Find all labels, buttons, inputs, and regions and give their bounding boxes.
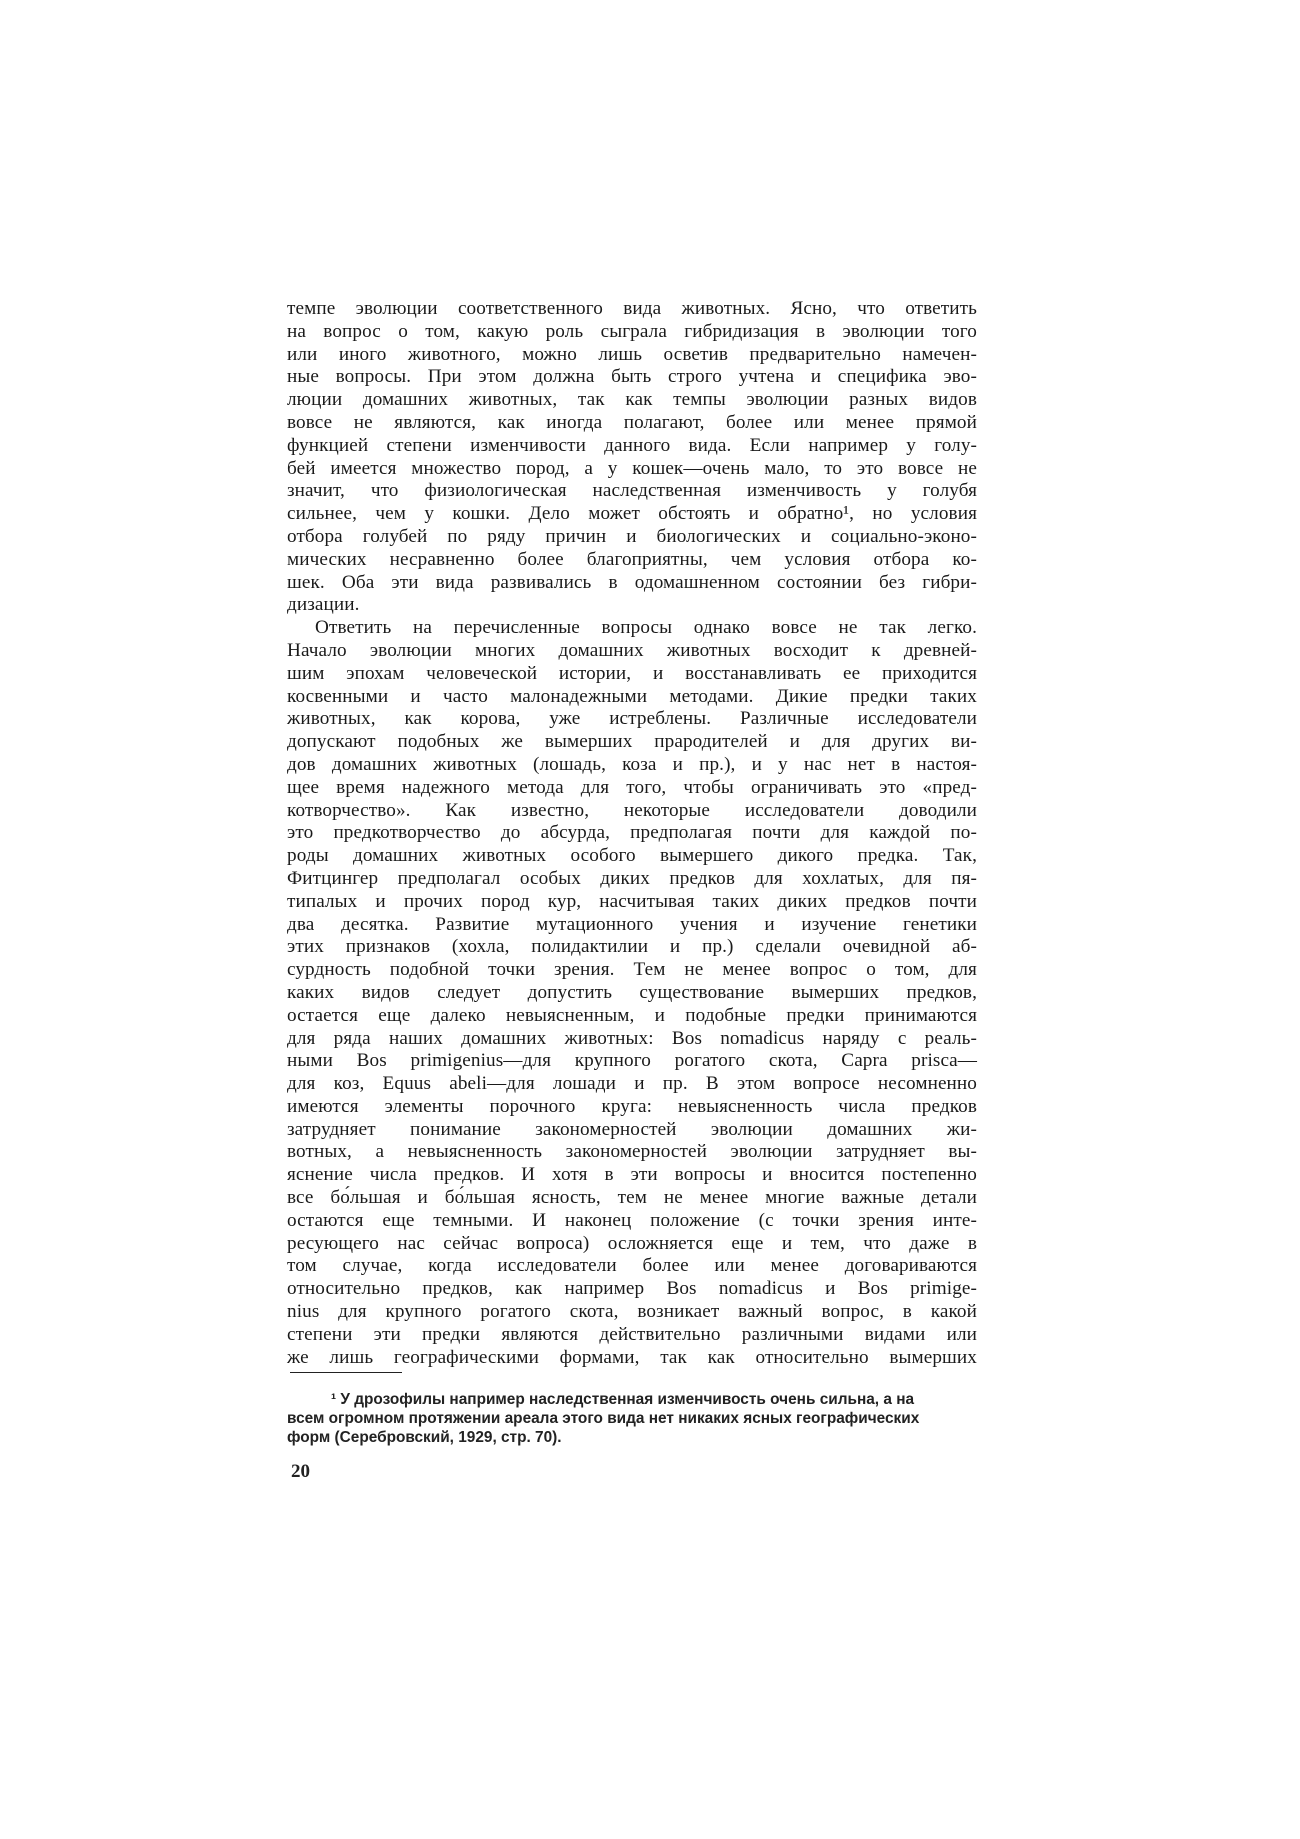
text-line: типалых и прочих пород кур, насчитывая таких диких предков почти (287, 890, 977, 912)
text-line: бей имеется множество пород, а у кошек—очень мало, то это вовсе не (287, 457, 977, 479)
text-line: сурдность подобной точки зрения. Тем не менее вопрос о том, для (287, 959, 977, 981)
text-line: или иного животного, можно лишь осветив предварительно намечен- (287, 343, 977, 365)
text-line: яснение числа предков. И хотя в эти вопросы и вносится постепенно (287, 1164, 977, 1186)
text-line: вотных, а невыясненность закономерностей эволюции затрудняет вы- (287, 1141, 977, 1163)
text-line: Фитцингер предполагал особых диких предков для хохлатых, для пя- (287, 867, 977, 889)
text-line: люции домашних животных, так как темпы эволюции разных видов (287, 389, 977, 411)
text-line: ные вопросы. При этом должна быть строго учтена и специфика эво- (287, 366, 977, 388)
footnote-line: форм (Серебровский, 1929, стр. 70). (287, 1429, 562, 1446)
text-line: отбора голубей по ряду причин и биологических и социально-эконо- (287, 525, 977, 547)
footnote-line: ¹ У дрозофилы например наследственная изменчивость очень сильна, а на (331, 1391, 915, 1408)
text-line: Ответить на перечисленные вопросы однако вовсе не так легко. (315, 617, 977, 639)
text-line: ресующего нас сейчас вопроса) осложняется еще и тем, что даже в (287, 1232, 977, 1254)
text-line: сильнее, чем у кошки. Дело может обстоять и обратно¹, но условия (287, 503, 977, 525)
text-line: темпе эволюции соответственного вида животных. Ясно, что ответить (287, 298, 977, 319)
text-line: дизации. (287, 594, 360, 616)
text-line: это предкотворчество до абсурда, предполагая почти для каждой по- (287, 822, 977, 844)
text-line: шек. Оба эти вида развивались в одомашненном состоянии без гибри- (287, 571, 977, 593)
text-line: том случае, когда исследователи более или менее договариваются (287, 1255, 977, 1277)
text-line: котворчество». Как известно, некоторые исследователи доводили (287, 799, 977, 821)
text-line: ными Bos primigenius—для крупного рогатого скота, Capra prisca— (287, 1050, 977, 1072)
text-line: все бо́льшая и бо́льшая ясность, тем не менее многие важные детали (287, 1187, 977, 1209)
main-text (287, 298, 977, 1369)
text-line: значит, что физиологическая наследственная изменчивость у голубя (287, 480, 977, 502)
text-line: этих признаков (хохла, полидактилии и пр.) сделали очевидной аб- (287, 936, 977, 958)
footnote-line: всем огромном протяжении ареала этого вида нет никаких ясных географических (287, 1410, 920, 1427)
footnote-divider (290, 1372, 402, 1373)
text-line: функцией степени изменчивости данного вида. Если например у голу- (287, 434, 977, 456)
text-line: степени эти предки являются действительно различными видами или (287, 1323, 977, 1345)
text-line: роды домашних животных особого вымершего дикого предка. Так, (287, 845, 977, 867)
text-line: животных, как корова, уже истреблены. Различные исследователи (287, 708, 977, 730)
text-line: имеются элементы порочного круга: невыясненность числа предков (287, 1095, 977, 1117)
footnote (287, 1390, 977, 1447)
text-line: относительно предков, как например Bos nomadicus и Bos primige- (287, 1278, 977, 1300)
text-line: каких видов следует допустить существование вымерших предков, (287, 981, 977, 1003)
text-line: мических несравненно более благоприятны, чем условия отбора ко- (287, 548, 977, 570)
text-line: два десятка. Развитие мутационного учения и изучение генетики (287, 913, 977, 935)
text-line: вовсе не являются, как иногда полагают, более или менее прямой (287, 411, 977, 433)
text-line: дов домашних животных (лошадь, коза и пр.), и у нас нет в настоя- (287, 753, 977, 775)
text-line: щее время надежного метода для того, чтобы ограничивать это «пред- (287, 776, 977, 798)
text-line: допускают подобных же вымерших прародителей и для других ви- (287, 731, 977, 753)
text-line: на вопрос о том, какую роль сыграла гибридизация в эволюции того (287, 320, 977, 342)
text-line: остается еще далеко невыясненным, и подобные предки принимаются (287, 1004, 977, 1026)
text-line: nius для крупного рогатого скота, возникает важный вопрос, в какой (287, 1301, 977, 1323)
text-line: косвенными и часто малонадежными методами. Дикие предки таких (287, 685, 977, 707)
page-number: 20 (291, 1461, 310, 1482)
text-line: остаются еще темными. И наконец положение (с точки зрения инте- (287, 1209, 977, 1231)
text-line: затрудняет понимание закономерностей эволюции домашних жи- (287, 1118, 977, 1140)
text-line: шим эпохам человеческой истории, и восстанавливать ее приходится (287, 662, 977, 684)
text-line: для ряда наших домашних животных: Bos nomadicus наряду с реаль- (287, 1027, 977, 1049)
text-line: же лишь географическими формами, так как относительно вымерших (287, 1346, 977, 1368)
text-line: Начало эволюции многих домашних животных восходит к древней- (287, 639, 977, 661)
text-line: для коз, Equus abeli—для лошади и пр. В этом вопросе несомненно (287, 1073, 977, 1095)
